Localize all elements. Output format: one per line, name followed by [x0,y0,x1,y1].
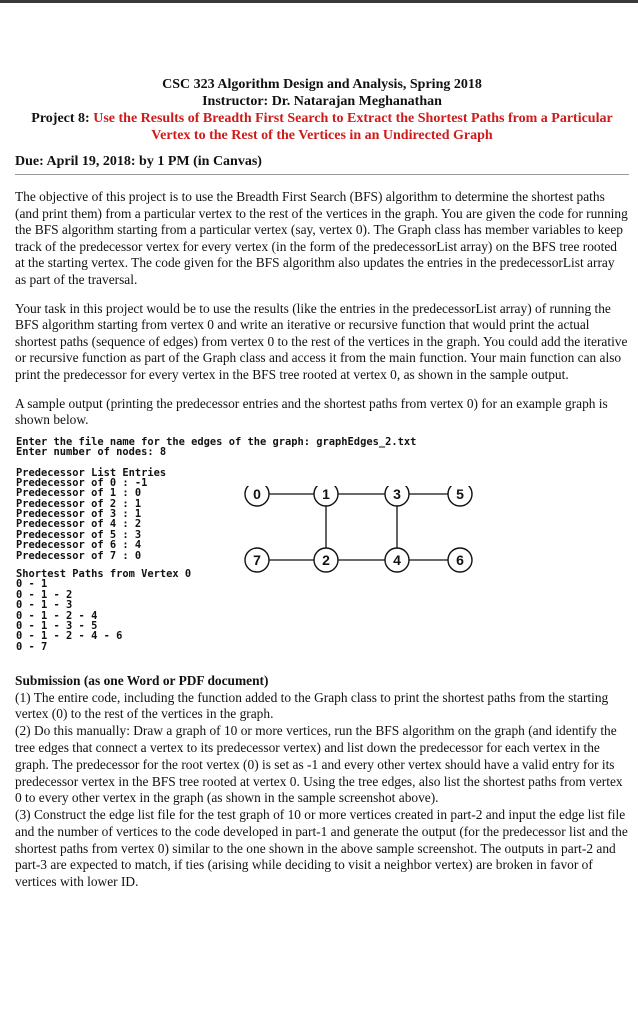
submission-item: (1) The entire code, including the function added to the Graph class to print the shortest paths from the starting vertex (0) to the rest of the vertices in the graph. [15,689,609,722]
instructor-line: Instructor: Dr. Natarajan Meghanathan [202,94,442,109]
console-pred-line: Predecessor of 4 : 2 [16,518,142,531]
console-pred-line: Predecessor of 1 : 0 [16,487,142,500]
objective-paragraph: The objective of this project is to use the Breadth First Search (BFS) algorithm to determine the shortest paths (and print them) from a particular vertex to the rest of the vertices in the graph. You are given the code for running the BFS algorithm starting from a particular vertex (say, vertex 0). The Graph class has member variables to keep track of the predecessor vertex for every vertex (in the form of the predecessorList array) on the BFS tree rooted at the starting vertex. The code given for the BFS algorithm also updates the entries in the predecessorList array as part of the traversal. [15,189,628,287]
console-path-line: 0 - 1 - 3 [16,599,73,612]
graph-node-label: 3 [393,485,401,502]
console-pred-line: Predecessor of 2 : 1 [16,497,142,510]
graph-node-label: 2 [322,551,330,568]
course-title: CSC 323 Algorithm Design and Analysis, Spring 2018 [162,77,482,92]
console-input-line: Enter number of nodes: 8 [16,446,167,459]
due-date: Due: April 19, 2018: by 1 PM (in Canvas) [15,154,262,169]
sample-output [15,437,629,659]
project-title-line1 [15,110,629,127]
console-path-line: 0 - 1 [16,578,48,591]
console-path-line: 0 - 7 [16,640,48,653]
console-path-line: 0 - 1 - 2 [16,588,73,601]
console-path-line: 0 - 1 - 2 - 4 [16,609,98,622]
graph-node-label: 0 [253,485,261,502]
submission-item: (3) Construct the edge list file for the test graph of 10 or more vertices created in part-2 and input the edge list file and the number of vertices to the code developed in part-1 and generate the output (for the predecessor list and the shortest paths from vertex 0) similar to the one shown in the above sample screenshot. The outputs in part-2 and part-3 are expected to match, if ties (arising while deciding to visit a neighbor vertex) are broken in favor of vertices with lower ID. [15,807,628,890]
console-input-line: Enter the file name for the edges of the graph: graphEdges_2.txt [16,435,417,448]
project-title-text: Use the Results of Breadth First Search to Extract the Shortest Paths from a Particular [93,111,613,126]
graph-node-label: 5 [456,485,464,502]
console-path-line: 0 - 1 - 3 - 5 [16,619,98,632]
submission-title: Submission (as one Word or PDF document) [15,672,269,688]
divider [15,174,629,175]
graph-node-label: 1 [322,485,330,502]
submission-section [15,673,629,891]
console-pred-line: Predecessor of 7 : 0 [16,549,142,562]
document-header [15,76,629,144]
document-page [15,76,629,891]
console-pred-line: Predecessor of 5 : 3 [16,528,142,541]
project-label: Project 8: [31,111,90,126]
task-paragraph: Your task in this project would be to use the results (like the entries in the predecessorList array) of running the BFS algorithm starting from vertex 0 and write an iterative or recursive function that would print the actual shortest paths (sequence of edges) from vertex 0 to the rest of the vertices in the graph. You could add the iterative or recursive function as part of the Graph class and access it from the main function. Your main function can also print the predecessor for every vertex in the BFS tree rooted at vertex 0, as shown in the sample output. [15,300,628,382]
project-title-line2: Vertex to the Rest of the Vertices in an Undirected Graph [151,128,493,143]
sample-intro-paragraph: A sample output (printing the predecessor entries and the shortest paths from vertex 0) for an example graph is shown below. [15,395,608,428]
console-pred-line: Predecessor of 6 : 4 [16,539,142,552]
console-paths-header: Shortest Paths from Vertex 0 [16,568,192,581]
graph-node-label: 7 [253,551,261,568]
example-graph-diagram [238,486,488,578]
submission-item: (2) Do this manually: Draw a graph of 10 or more vertices, run the BFS algorithm on the graph (and identify the tree edges that connect a vertex to its predecessor vertex) and list down the predecessor for each vertex in the graph. The predecessor for the root vertex (0) is set as -1 and every other vertex should have a valid entry for its predecessor vertex in the BFS tree rooted at vertex 0. Using the tree edges, also list the shortest paths from vertex 0 to every other vertex in the graph (as shown in the sample screenshot above). [15,723,623,806]
graph-node-label: 6 [456,551,464,568]
top-border [0,0,638,3]
console-pred-header: Predecessor List Entries [16,466,167,479]
console-pred-line: Predecessor of 3 : 1 [16,508,142,521]
console-pred-line: Predecessor of 0 : -1 [16,476,148,489]
console-path-line: 0 - 1 - 2 - 4 - 6 [16,630,123,643]
graph-node-label: 4 [393,551,401,568]
